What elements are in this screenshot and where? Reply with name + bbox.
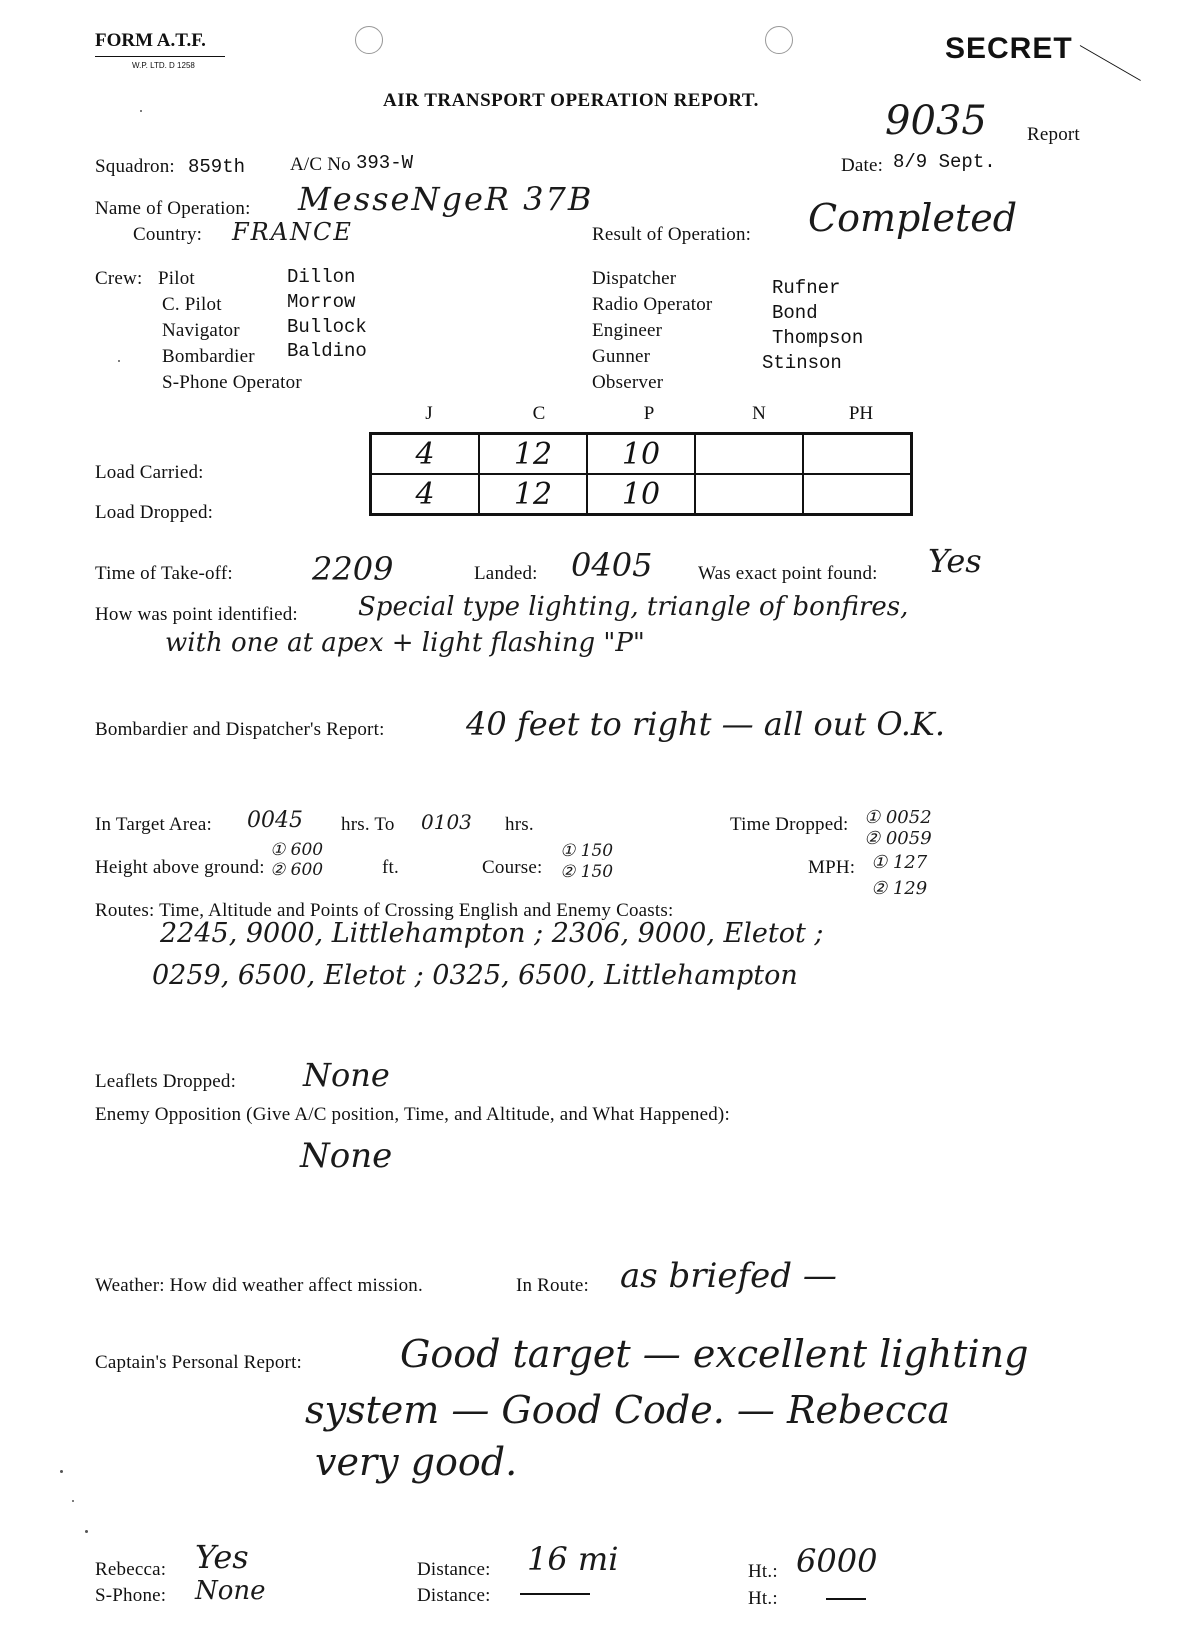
- result-value: Completed: [808, 196, 1018, 240]
- crew-label: Crew:: [95, 268, 143, 289]
- load-dropped-c: 12: [479, 474, 587, 515]
- load-dropped-label: Load Dropped:: [95, 502, 214, 523]
- bombardier-value: 40 feet to right — all out O.K.: [466, 705, 945, 743]
- takeoff-value: 2209: [312, 550, 394, 588]
- scan-speck: [85, 1530, 88, 1533]
- load-col-n: N: [752, 403, 766, 424]
- sphone-label: S-Phone:: [95, 1585, 167, 1606]
- ac-label: A/C No: [290, 154, 351, 175]
- crew-name-copilot: Morrow: [287, 291, 356, 313]
- target-hrs: hrs.: [505, 814, 534, 835]
- captain-line1: Good target — excellent lighting: [400, 1332, 1029, 1376]
- height-label: Height above ground:: [95, 857, 265, 878]
- crew-name-radio: Bond: [772, 302, 818, 324]
- report-number: 9035: [885, 98, 987, 144]
- enemy-value: None: [300, 1136, 393, 1176]
- target-area-to: 0103: [421, 810, 472, 834]
- exact-point-label: Was exact point found:: [698, 563, 878, 584]
- bombardier-label: Bombardier and Dispatcher's Report:: [95, 719, 385, 740]
- course-label: Course:: [482, 857, 543, 878]
- crew-name-pilot: Dillon: [287, 266, 356, 288]
- ht-label-2: Ht.:: [748, 1588, 778, 1609]
- time-dropped-label: Time Dropped:: [730, 814, 849, 835]
- squadron-value: 859th: [188, 156, 246, 178]
- squadron-label: Squadron:: [95, 156, 175, 177]
- course-1: ① 150: [560, 841, 614, 861]
- country-value: FRANCE: [232, 218, 353, 246]
- load-dropped-j: 4: [371, 474, 480, 515]
- mph-2: ② 129: [871, 878, 928, 899]
- load-col-ph: PH: [848, 403, 874, 424]
- distance-label-2: Distance:: [417, 1585, 491, 1606]
- load-dropped-n: [695, 474, 803, 515]
- distance-value-1: 16 mi: [527, 1540, 619, 1578]
- punch-hole-right: [765, 26, 793, 54]
- report-label: Report: [1027, 124, 1080, 145]
- stamp-stroke: [1080, 45, 1141, 81]
- form-id-underline: [95, 56, 225, 57]
- captain-label: Captain's Personal Report:: [95, 1352, 303, 1373]
- ht-value-1: 6000: [796, 1542, 878, 1580]
- takeoff-label: Time of Take-off:: [95, 563, 233, 584]
- routes-line2: 0259, 6500, Eletot ; 0325, 6500, Littlehampton: [152, 960, 798, 991]
- exact-point-value: Yes: [928, 542, 982, 580]
- operation-label: Name of Operation:: [95, 198, 251, 219]
- classification-stamp: SECRET: [945, 32, 1073, 65]
- load-col-j: J: [425, 403, 433, 424]
- routes-label: Routes: Time, Altitude and Points of Crossing English and Enemy Coasts:: [95, 900, 674, 921]
- crew-role-sphone: S-Phone Operator: [162, 372, 302, 393]
- ht-label-1: Ht.:: [748, 1561, 778, 1582]
- target-area-label: In Target Area:: [95, 814, 213, 835]
- load-col-p: P: [643, 403, 655, 424]
- crew-role-pilot: Pilot: [158, 268, 195, 289]
- rebecca-label: Rebecca:: [95, 1559, 167, 1580]
- load-dropped-p: 10: [587, 474, 695, 515]
- load-col-c: C: [532, 403, 546, 424]
- crew-name-bombardier: Baldino: [287, 340, 367, 362]
- time-dropped-2: ② 0059: [864, 828, 932, 849]
- date-label: Date:: [841, 155, 884, 176]
- distance-dash-2: [520, 1593, 590, 1595]
- weather-route-label: In Route:: [516, 1275, 590, 1296]
- load-carried-n: [695, 434, 803, 475]
- load-carried-label: Load Carried:: [95, 462, 204, 483]
- crew-name-navigator: Bullock: [287, 316, 367, 338]
- form-printer-code: W.P. LTD. D 1258: [132, 61, 195, 70]
- identified-line1: Special type lighting, triangle of bonfires,: [358, 592, 909, 622]
- crew-name-gunner: Stinson: [762, 352, 842, 374]
- crew-role-gunner: Gunner: [592, 346, 651, 367]
- crew-role-navigator: Navigator: [162, 320, 240, 341]
- identified-label: How was point identified:: [95, 604, 298, 625]
- crew-role-copilot: C. Pilot: [162, 294, 222, 315]
- mph-1: ① 127: [871, 852, 928, 873]
- load-carried-c: 12: [479, 434, 587, 475]
- target-hrs-to: hrs. To: [341, 814, 395, 835]
- leaflets-label: Leaflets Dropped:: [95, 1071, 237, 1092]
- time-dropped-1: ① 0052: [864, 807, 932, 828]
- crew-role-dispatcher: Dispatcher: [592, 268, 677, 289]
- landed-value: 0405: [571, 546, 653, 584]
- distance-label-1: Distance:: [417, 1559, 491, 1580]
- load-dropped-row: [371, 474, 912, 515]
- crew-role-engineer: Engineer: [592, 320, 663, 341]
- crew-name-dispatcher: Rufner: [772, 277, 841, 299]
- leaflets-value: None: [303, 1056, 390, 1094]
- rebecca-value: Yes: [195, 1538, 249, 1576]
- height-2: ② 600: [270, 860, 324, 880]
- course-2: ② 150: [560, 862, 614, 882]
- crew-role-radio: Radio Operator: [592, 294, 713, 315]
- weather-route-value: as briefed —: [620, 1256, 837, 1296]
- height-1: ① 600: [270, 840, 324, 860]
- operation-value: MesseNgeR 37B: [298, 180, 594, 218]
- load-dropped-ph: [803, 474, 912, 515]
- scan-speck: [72, 1500, 74, 1502]
- crew-role-bombardier: Bombardier: [162, 346, 255, 367]
- weather-label: Weather: How did weather affect mission.: [95, 1275, 423, 1296]
- routes-line1: 2245, 9000, Littlehampton ; 2306, 9000, Eletot ;: [160, 918, 824, 949]
- captain-line3: very good.: [315, 1440, 518, 1484]
- sphone-value: None: [195, 1576, 266, 1606]
- result-label: Result of Operation:: [592, 224, 752, 245]
- target-area-from: 0045: [247, 808, 303, 833]
- ht-dash-2: [826, 1598, 866, 1600]
- scan-speck: [118, 360, 120, 362]
- punch-hole-left: [355, 26, 383, 54]
- load-carried-row: [371, 434, 912, 475]
- height-unit: ft.: [382, 857, 399, 878]
- scan-speck: [60, 1470, 63, 1473]
- load-carried-p: 10: [587, 434, 695, 475]
- date-value: 8/9 Sept.: [893, 151, 996, 173]
- identified-line2: with one at apex + light flashing "P": [165, 628, 645, 658]
- country-label: Country:: [133, 224, 203, 245]
- enemy-label: Enemy Opposition (Give A/C position, Time, and Altitude, and What Happened):: [95, 1104, 730, 1125]
- crew-name-engineer: Thompson: [772, 327, 864, 349]
- crew-role-observer: Observer: [592, 372, 664, 393]
- ac-value: 393-W: [356, 152, 414, 174]
- load-carried-ph: [803, 434, 912, 475]
- load-table: [369, 432, 913, 516]
- scan-speck: [140, 110, 142, 112]
- report-title: AIR TRANSPORT OPERATION REPORT.: [383, 90, 759, 111]
- form-id: FORM A.T.F.: [95, 30, 206, 51]
- landed-label: Landed:: [474, 563, 538, 584]
- mph-label: MPH:: [808, 857, 856, 878]
- captain-line2: system — Good Code. — Rebecca: [305, 1388, 951, 1432]
- load-carried-j: 4: [371, 434, 480, 475]
